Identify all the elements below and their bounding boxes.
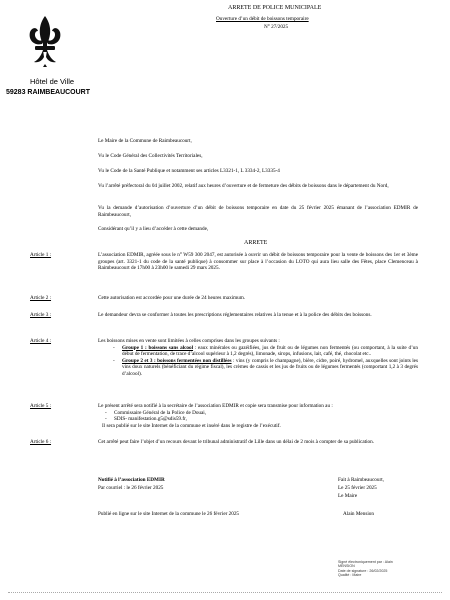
- group-1-item: [122, 345, 418, 358]
- article-2-text: Cette autorisation est accordée pour une durée de 24 heures maximum.: [98, 295, 246, 301]
- article-1-label: Article 1 :: [30, 252, 52, 258]
- group-1-title: Groupe 1 : boissons sans alcool: [122, 344, 194, 351]
- article-6-text: Cet arrêté peut faire l’objet d’un recours devant le tribunal administratif de Lille dans un délai de 2 mois à compter de sa publication.: [98, 439, 374, 445]
- notification-line-1: Notifié à l’association EDMIR: [98, 477, 165, 483]
- group-1-text: : eaux minérales ou gazéifiées, jus de fruit ou de légumes non fermentés (ou comportant, à la suite d’un début de fermentation, de trace d’alcool supérieur à 1,2 degrés), limonade, sirops, infusions, lait, café, thé, chocolat etc..: [122, 344, 418, 358]
- esign-line: Date de signature : 26/02/2025: [338, 568, 388, 573]
- article-1-text: L’association EDMIR, agréée sous le n° W59 300 2047, est autorisée à ouvrir un débit de boissons temporaire pour la vente de boissons des 1er et 3ème groupes (art. 3321-1 du code de la santé publique) à consommer sur place à l’occasion du LOTO qui aura lieu salle des Fêtes, place Clemenceau à Raimbeaucourt de 17h00 à 23h00 le samedi 29 mars 2025.: [98, 252, 418, 272]
- article-5-recipient: - Commissaire Général de la Police de Douai,: [114, 410, 418, 417]
- fleur-de-lis-logo: [26, 14, 64, 70]
- electronic-signature-block: [338, 560, 393, 578]
- article-3-text: Le demandeur devra se conformer à toutes les prescriptions réglementaires relatives à la tenue et à la police des débits des boissons.: [98, 312, 372, 318]
- preamble-demande: Vu la demande d’autorisation d’ouverture d’un débit de boissons temporaire en date du 25 février 2025 émanant de l’association EDMIR de Raimbeaucourt,: [98, 205, 418, 218]
- group-2-item: [122, 358, 418, 378]
- article-5-block: [98, 403, 418, 429]
- article-5-intro: Le présent arrêté sera notifié à la secrétaire de l’association EDMIR et copie sera transmise pour information au :: [98, 403, 333, 409]
- article-6-label: Article 6 :: [30, 439, 52, 445]
- article-2-label: Article 2 :: [30, 295, 52, 301]
- footer-divider: [8, 592, 442, 593]
- esign-line: Qualité : Maire: [338, 573, 362, 578]
- group-2-title: Groupe 2 et 3 : boissons fermentées non distillées: [122, 357, 232, 364]
- document-subtitle: Ouverture d’un débit de boissons temporaire: [216, 16, 309, 22]
- preamble-mayor: Le Maire de la Commune de Raimbeaucourt,: [98, 138, 192, 144]
- article-4-block: [98, 338, 418, 378]
- town-hall-label: Hôtel de Ville: [30, 77, 75, 86]
- preamble-cgct: Vu le Code Général des Collectivités Territoriales,: [98, 153, 203, 159]
- article-5-outro: Il sera publié sur le site Internet de la commune et inséré dans le registre de l’exécutif.: [102, 422, 281, 429]
- preamble-considerant: Considérant qu’il y a lieu d’accéder à cette demande,: [98, 226, 209, 232]
- article-5-label: Article 5 :: [30, 403, 52, 409]
- signature-date: Le 25 février 2025: [338, 485, 377, 491]
- signature-title: Le Maire: [338, 493, 358, 499]
- esign-line: Signé électroniquement par : Alain: [338, 560, 393, 564]
- preamble-csp: Vu le Code de la Santé Publique et notamment ses articles L3321-1, L 3334-2, L3335-4: [98, 168, 280, 174]
- published-text: Publié en ligne sur le site Internet de la commune le 26 février 2025: [98, 511, 240, 517]
- signer-name: Alain Mension: [343, 511, 374, 517]
- article-4-label: Article 4 :: [30, 338, 52, 344]
- signature-place: Fait à Raimbeaucourt,: [338, 477, 384, 483]
- document-title: ARRETE DE POLICE MUNICIPALE: [228, 5, 322, 11]
- article-5-recipient: - SDIS- manifestation.g5@sdis59.fr,: [114, 416, 418, 423]
- town-name-label: 59283 RAIMBEAUCOURT: [6, 89, 91, 96]
- arrete-heading: ARRETE: [244, 240, 268, 246]
- document-number: N° 27/2025: [264, 24, 289, 30]
- group-2-text: : vins (y compris le champagne), bière, cidre, poiré, hydromel, auxquelles sont joints les vins doux naturels (bénéficiant du régime fiscal), les crèmes de cassis et les jus de fruits ou de légumes fermentés (comportant 1,2 à 3 degrés d’alcool).: [122, 357, 418, 377]
- preamble-prefectoral: Vu l’arrêté préfectoral du 04 juillet 2002, relatif aux heures d’ouverture et de fermeture des débits de boissons dans le département du Nord,: [98, 183, 389, 189]
- esign-line: MENSION: [338, 564, 355, 569]
- article-4-intro: Les boissons mises en vente sont limitées à celles comprises dans les groupes suivants :: [98, 338, 280, 344]
- notification-line-2: Par courriel : le 26 février 2025: [98, 485, 164, 491]
- article-3-label: Article 3 :: [30, 312, 52, 318]
